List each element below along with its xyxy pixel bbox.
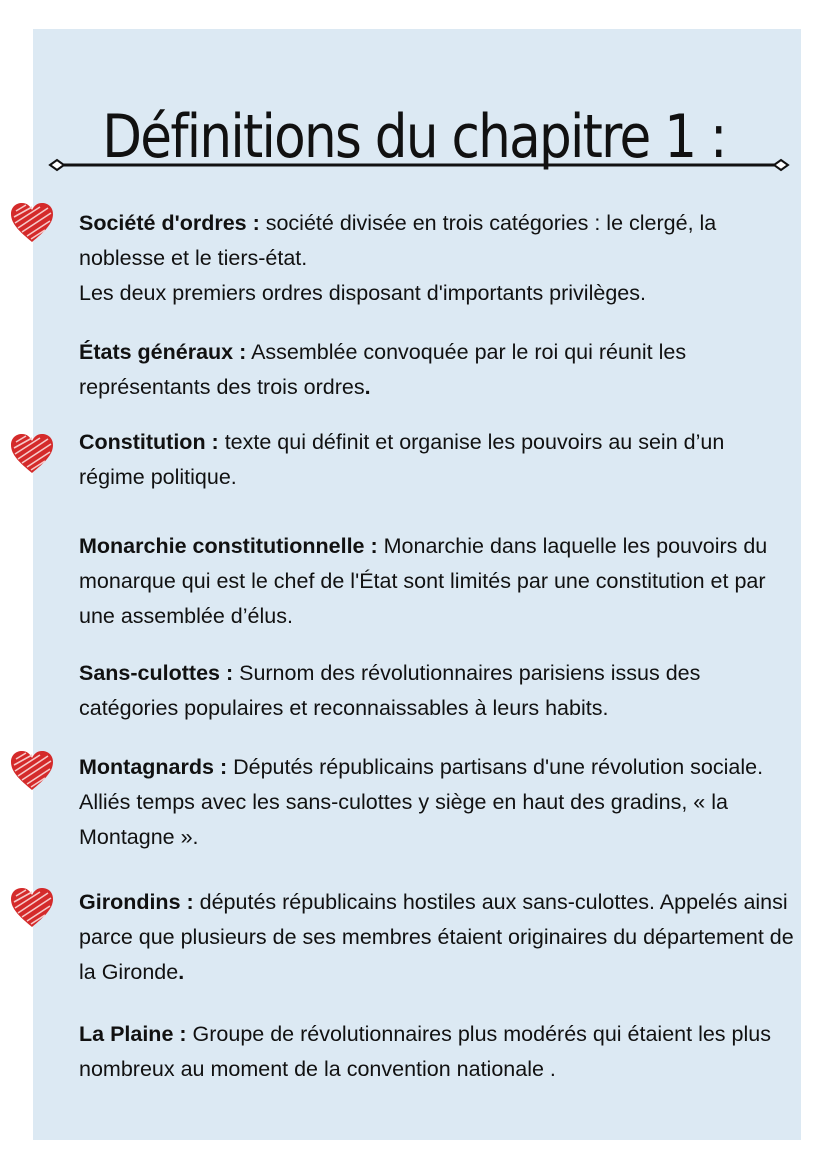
- definition-text: Monarchie dans laquelle les pouvoirs du monarque qui est le chef de l'État sont limités par une constitution et par une assemblée d’élus.: [79, 534, 768, 628]
- definition-term: États généraux :: [79, 340, 247, 364]
- definition-constitution: [79, 425, 794, 495]
- definition-end-mark: .: [178, 960, 185, 984]
- definition-la-plaine: [79, 1017, 794, 1087]
- definition-text: Groupe de révolutionnaires plus modérés qui étaient les plus nombreux au moment de la convention nationale .: [79, 1022, 771, 1081]
- definition-societe-d-ordres: [79, 206, 794, 311]
- definition-montagnards: [79, 750, 794, 855]
- definition-end-mark: .: [364, 375, 371, 399]
- definition-term: Monarchie constitutionnelle :: [79, 534, 378, 558]
- definition-girondins: [79, 885, 794, 990]
- definition-term: Constitution :: [79, 430, 219, 454]
- definition-text-extra: Les deux premiers ordres disposant d'importants privilèges.: [79, 281, 646, 305]
- definition-term: La Plaine :: [79, 1022, 187, 1046]
- page-title: Définitions du chapitre 1 :: [102, 102, 726, 173]
- heart-icon: [8, 749, 56, 793]
- definition-term: Girondins :: [79, 890, 194, 914]
- definition-text: députés républicains hostiles aux sans-culottes. Appelés ainsi parce que plusieurs de ses membres étaient originaires du département de la Gironde: [79, 890, 794, 984]
- definition-text: Surnom des révolutionnaires parisiens issus des catégories populaires et reconnaissables à leurs habits.: [79, 661, 701, 720]
- definition-term: Sans-culottes :: [79, 661, 234, 685]
- heart-icon: [8, 432, 56, 476]
- definition-text: société divisée en trois catégories : le clergé, la noblesse et le tiers-état.: [79, 211, 717, 270]
- heart-icon: [8, 886, 56, 930]
- definition-sans-culottes: [79, 656, 794, 726]
- definition-monarchie-constitutionnelle: [79, 529, 794, 634]
- definition-term: Montagnards :: [79, 755, 228, 779]
- definition-etats-generaux: [79, 335, 794, 405]
- definition-text: Députés républicains partisans d'une révolution sociale. Alliés temps avec les sans-culottes y siège en haut des gradins, « la Montagne ».: [79, 755, 764, 849]
- heart-icon: [8, 201, 56, 245]
- title-divider: [48, 155, 790, 175]
- definition-text: Assemblée convoquée par le roi qui réunit les représentants des trois ordres: [79, 340, 687, 399]
- definition-text: texte qui définit et organise les pouvoirs au sein d’un régime politique.: [79, 430, 725, 489]
- definition-term: Société d'ordres :: [79, 211, 260, 235]
